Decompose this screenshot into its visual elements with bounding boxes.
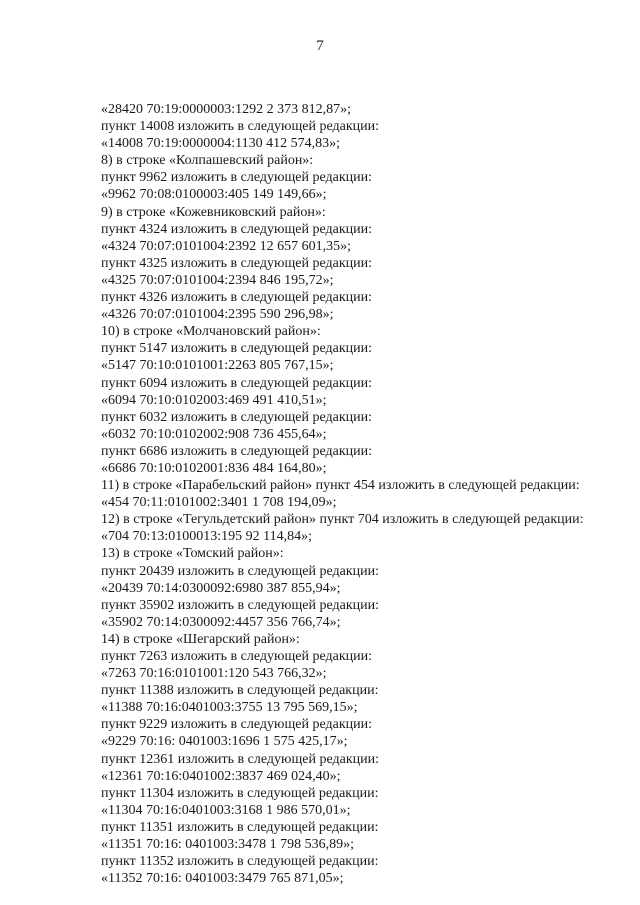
document-body [101,101,601,887]
text-line: «11388 70:16:0401003:3755 13 795 569,15»; [101,700,358,716]
text-line: пункт 11304 изложить в следующей редакции: [101,785,379,801]
text-line: пункт 4324 изложить в следующей редакции: [101,221,372,237]
text-line: пункт 4325 изложить в следующей редакции: [101,255,372,271]
text-line: пункт 11388 изложить в следующей редакции: [101,683,379,699]
text-line: «11304 70:16:0401003:3168 1 986 570,01»; [101,802,351,818]
text-line: пункт 14008 изложить в следующей редакции: [101,119,379,135]
text-line: 14) в строке «Шегарский район»: [101,631,300,647]
text-line: пункт 6094 изложить в следующей редакции: [101,375,372,391]
text-line: пункт 12361 изложить в следующей редакции: [101,751,379,767]
text-line: 12) в строке «Тегульдетский район» пункт 704 изложить в следующей редакции: [101,512,584,528]
text-line: 8) в строке «Колпашевский район»: [101,153,314,169]
text-line: 13) в строке «Томский район»: [101,546,284,562]
text-line: «7263 70:16:0101001:120 543 766,32»; [101,666,327,682]
text-line: пункт 9962 изложить в следующей редакции: [101,170,372,186]
text-line: пункт 5147 изложить в следующей редакции: [101,341,372,357]
text-line: «704 70:13:0100013:195 92 114,84»; [101,529,313,545]
text-line: «6032 70:10:0102002:908 736 455,64»; [101,426,327,442]
text-line: 11) в строке «Парабельский район» пункт 454 изложить в следующей редакции: [101,478,580,494]
text-line: «11351 70:16: 0401003:3478 1 798 536,89»; [101,837,355,853]
text-line: «4324 70:07:0101004:2392 12 657 601,35»; [101,238,352,254]
text-line: пункт 4326 изложить в следующей редакции: [101,290,372,306]
text-line: «28420 70:19:0000003:1292 2 373 812,87»; [101,102,352,117]
text-line: «454 70:11:0101002:3401 1 708 194,09»; [101,495,337,511]
text-line: пункт 7263 изложить в следующей редакции: [101,649,372,664]
text-line: пункт 6032 изложить в следующей редакции: [101,409,372,425]
text-line: «6094 70:10:0102003:469 491 410,51»; [101,392,327,408]
text-line: «4326 70:07:0101004:2395 590 296,98»; [101,307,334,323]
text-line: 9) в строке «Кожевниковский район»: [101,204,326,220]
text-line: «12361 70:16:0401002:3837 469 024,40»; [101,768,341,784]
page-number: 7 [316,38,324,54]
text-line: пункт 35902 изложить в следующей редакции: [101,597,379,613]
text-line: «9962 70:08:0100003:405 149 149,66»; [101,187,327,203]
text-line: «4325 70:07:0101004:2394 846 195,72»; [101,272,334,288]
text-line: пункт 9229 изложить в следующей редакции: [101,717,372,733]
text-line: пункт 11351 изложить в следующей редакции: [101,819,379,835]
text-line: «35902 70:14:0300092:4457 356 766,74»; [101,614,341,630]
text-line: «9229 70:16: 0401003:1696 1 575 425,17»; [101,734,348,750]
text-line: «6686 70:10:0102001:836 484 164,80»; [101,460,327,476]
text-line: пункт 11352 изложить в следующей редакции: [101,854,379,870]
text-line: «5147 70:10:0101001:2263 805 767,15»; [101,358,334,374]
text-line: «20439 70:14:0300092:6980 387 855,94»; [101,580,341,596]
text-line: пункт 6686 изложить в следующей редакции: [101,443,372,459]
text-line: пункт 20439 изложить в следующей редакции: [101,563,379,579]
text-line: «14008 70:19:0000004:1130 412 574,83»; [101,136,341,152]
text-line: «11352 70:16: 0401003:3479 765 871,05»; [101,871,344,887]
text-line: 10) в строке «Молчановский район»: [101,324,321,340]
